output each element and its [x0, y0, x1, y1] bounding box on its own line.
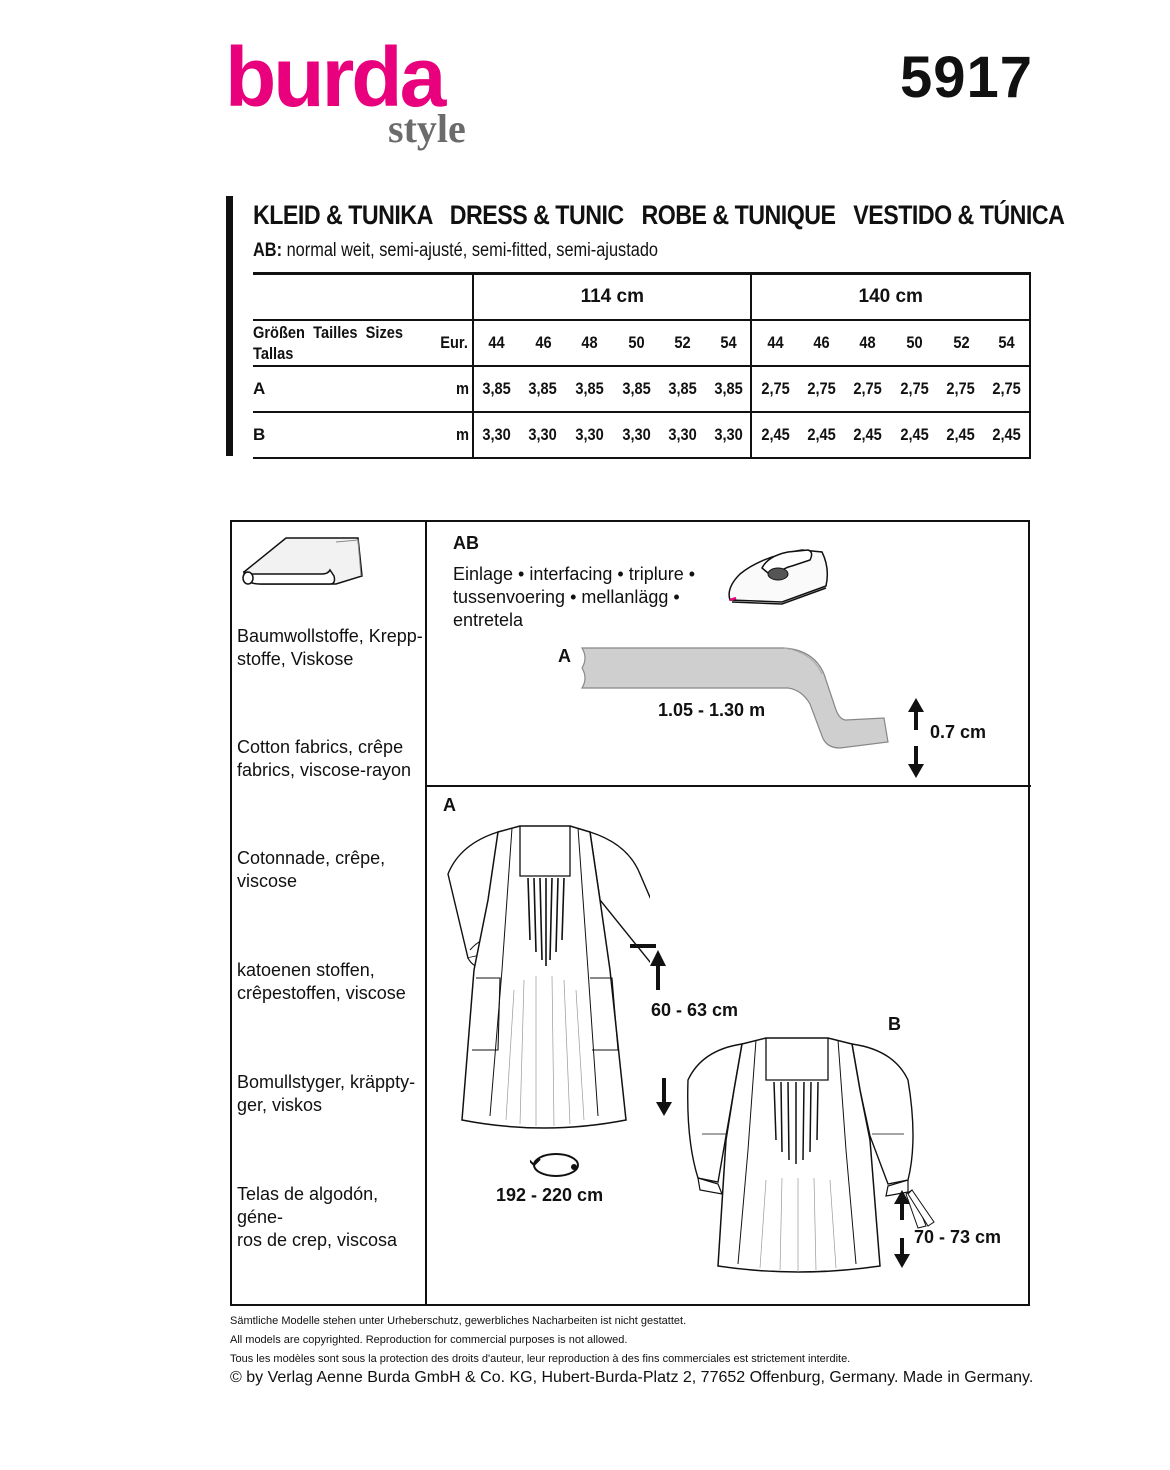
- row-view-label: A: [253, 366, 427, 412]
- sizes-label: [253, 320, 427, 366]
- fabric-de: Baumwollstoffe, Krepp- stoffe, Viskose: [237, 626, 423, 669]
- width-114: 114 cm: [473, 274, 751, 321]
- size-cell: 52: [659, 320, 706, 366]
- width-140: 140 cm: [751, 274, 1030, 321]
- dress-length-down-arrow-icon: [654, 1076, 674, 1118]
- hem-width: 192 - 220 cm: [496, 1185, 604, 1205]
- view-a-label: A: [443, 795, 456, 815]
- yardage-cell: 2,75: [845, 366, 892, 412]
- size-cell: 44: [751, 320, 798, 366]
- size-cell: 44: [473, 320, 520, 366]
- fit-text: normal weit, semi-ajusté, semi-fitted, semi-ajustado: [282, 240, 659, 261]
- publisher-credit: © by Verlag Aenne Burda GmbH & Co. KG, Hubert-Burda-Platz 2, 77652 Offenburg, Germany. Made in Germany.: [230, 1369, 1034, 1386]
- dress-length-up-arrow-icon: [626, 940, 676, 992]
- size-cell: 50: [613, 320, 660, 366]
- row-unit: m: [427, 412, 473, 458]
- svg-text:style: style: [388, 106, 466, 151]
- yardage-cell: 3,85: [473, 366, 520, 412]
- yardage-cell: 2,75: [891, 366, 938, 412]
- notions-a-label: A: [558, 646, 571, 666]
- fabric-width-row: [253, 274, 1030, 321]
- size-cell: 46: [520, 320, 567, 366]
- yardage-cell: 3,30: [473, 412, 520, 458]
- fabric-bolt-icon: [240, 530, 365, 590]
- yardage-cell: 2,75: [751, 366, 798, 412]
- size-cell: 48: [566, 320, 613, 366]
- garment-title: KLEID & TUNIKA DRESS & TUNIC ROBE & TUNIQUE VESTIDO & TÚNICA: [253, 200, 1065, 230]
- ribbon-width: 0.7 cm: [930, 722, 987, 742]
- yardage-row-a: [253, 366, 1030, 412]
- copyright-en: All models are copyrighted. Reproduction for commercial purposes is not allowed.: [230, 1334, 628, 1346]
- ribbon-length: 1.05 - 1.30 m: [658, 700, 766, 720]
- fabric-es: Telas de algodón, géne- ros de crep, viscosa: [237, 1184, 398, 1250]
- yardage-table: [253, 272, 1031, 459]
- yardage-cell: 2,45: [891, 412, 938, 458]
- yardage-cell: 3,30: [659, 412, 706, 458]
- box-divider-vertical: [425, 520, 427, 1306]
- size-cell: 52: [938, 320, 985, 366]
- yardage-cell: 2,45: [751, 412, 798, 458]
- width-row-blank: [253, 274, 473, 321]
- size-cell: 50: [891, 320, 938, 366]
- copyright-fr: Tous les modèles sont sous la protection des droits d'auteur, leur reproduction à des fins commerciales est strictement interdite.: [230, 1353, 851, 1365]
- interfacing-text: Einlage • interfacing • triplure • tussenvoering • mellanlägg • entretela: [453, 564, 696, 630]
- size-cell: 48: [845, 320, 892, 366]
- yardage-cell: 2,75: [984, 366, 1030, 412]
- yardage-cell: 3,85: [566, 366, 613, 412]
- notions-ab-label: AB: [453, 533, 479, 553]
- yardage-cell: 3,30: [706, 412, 752, 458]
- yardage-cell: 2,75: [798, 366, 845, 412]
- size-cell: 46: [798, 320, 845, 366]
- sizes-label-line2: Tallas: [253, 344, 294, 363]
- iron-icon: [722, 538, 834, 610]
- fabric-nl: katoenen stoffen, crêpestoffen, viscose: [237, 960, 406, 1003]
- yardage-cell: 3,30: [566, 412, 613, 458]
- burda-style-logo: [225, 38, 495, 156]
- svg-text:burda: burda: [225, 38, 444, 124]
- size-row: [253, 320, 1030, 366]
- box-divider-horizontal: [425, 785, 1031, 787]
- yardage-cell: 2,45: [938, 412, 985, 458]
- yardage-cell: 3,85: [706, 366, 752, 412]
- yardage-cell: 3,85: [520, 366, 567, 412]
- title-accent-bar: [226, 196, 233, 456]
- yardage-row-b: [253, 412, 1030, 458]
- yardage-cell: 2,45: [845, 412, 892, 458]
- yardage-cell: 2,45: [798, 412, 845, 458]
- tunic-length: 70 - 73 cm: [914, 1227, 1002, 1247]
- size-cell: 54: [706, 320, 752, 366]
- size-cell: 54: [984, 320, 1030, 366]
- tunic-length-arrow-icon: [890, 1188, 914, 1270]
- row-unit: m: [427, 366, 473, 412]
- yardage-cell: 2,75: [938, 366, 985, 412]
- copyright-de: Sämtliche Modelle stehen unter Urheberschutz, gewerbliches Nacharbeiten ist nicht gestattet.: [230, 1315, 687, 1327]
- fit-description: [253, 240, 658, 262]
- dress-a-illustration: [440, 820, 650, 1150]
- fabric-fr: Cotonnade, crêpe, viscose: [237, 848, 386, 891]
- yardage-cell: 2,45: [984, 412, 1030, 458]
- yardage-cell: 3,85: [613, 366, 660, 412]
- fabric-en: Cotton fabrics, crêpe fabrics, viscose-rayon: [237, 737, 412, 780]
- size-system: Eur.: [427, 320, 473, 366]
- sizes-label-line1: Größen Tailles Sizes: [253, 323, 404, 342]
- yardage-cell: 3,30: [613, 412, 660, 458]
- view-b-label: B: [888, 1014, 901, 1034]
- dress-length: 60 - 63 cm: [651, 1000, 739, 1020]
- ribbon-width-arrow-icon: [904, 696, 928, 780]
- yardage-cell: 3,30: [520, 412, 567, 458]
- pattern-number: 5917: [900, 45, 1034, 110]
- fabric-sv: Bomullstyger, kräppty- ger, viskos: [237, 1072, 416, 1115]
- fit-label: AB:: [253, 240, 283, 261]
- row-view-label: B: [253, 412, 427, 458]
- hem-circumference-icon: [530, 1148, 584, 1182]
- yardage-cell: 3,85: [659, 366, 706, 412]
